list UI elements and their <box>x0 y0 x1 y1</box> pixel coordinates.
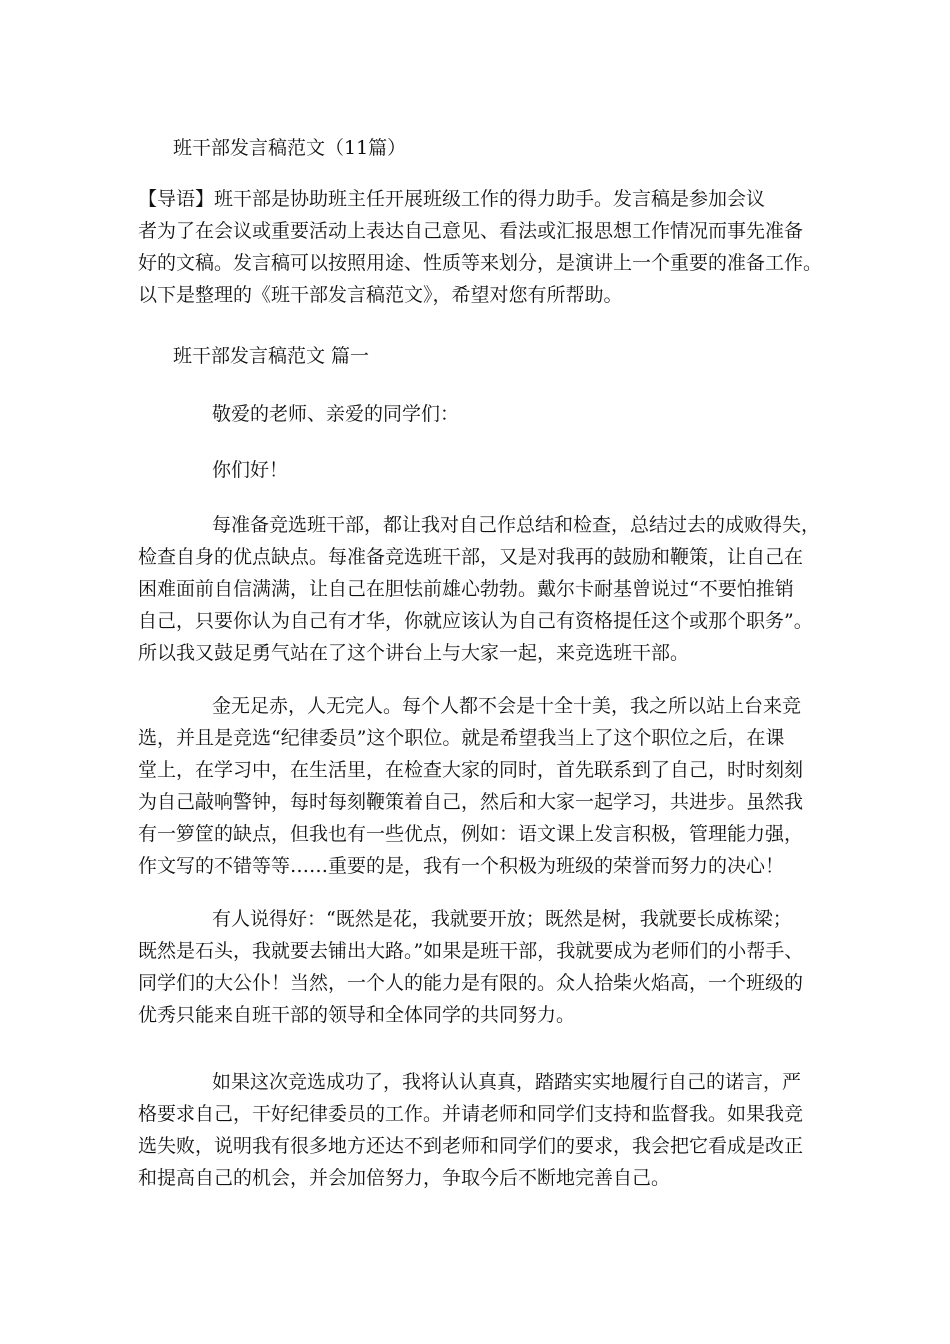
salutation: 敬爱的老师、亲爱的同学们： <box>212 403 460 425</box>
paragraph-line: 同学们的大公仆！当然，一个人的能力是有限的。众人拾柴火焰高，一个班级的 <box>138 972 804 994</box>
paragraph-line: 优秀只能来自班干部的领导和全体同学的共同努力。 <box>138 1004 576 1026</box>
paragraph-line: 为自己敲响警钟，每时每刻鞭策着自己，然后和大家一起学习，共进步。虽然我 <box>138 791 804 813</box>
paragraph-line: 和提高自己的机会，并会加倍努力，争取今后不断地完善自己。 <box>138 1167 671 1189</box>
paragraph-line: 既然是石头，我就要去铺出大路。”如果是班干部，我就要成为老师们的小帮手、 <box>138 940 804 962</box>
paragraph-line: 金无足赤，人无完人。每个人都不会是十全十美，我之所以站上台来竞 <box>212 695 802 717</box>
intro-line: 以下是整理的《班干部发言稿范文》，希望对您有所帮助。 <box>138 284 623 306</box>
intro-line: 【导语】班干部是协助班主任开展班级工作的得力助手。发言稿是参加会议 <box>138 188 766 210</box>
body-paragraph-3 <box>138 903 822 1031</box>
greeting: 你们好！ <box>212 459 289 481</box>
paragraph-line: 困难面前自信满满，让自己在胆怯前雄心勃勃。戴尔卡耐基曾说过“不要怕推销 <box>138 578 794 600</box>
intro-line: 者为了在会议或重要活动上表达自己意见、看法或汇报思想工作情况而事先准备 <box>138 220 804 242</box>
body-paragraph-4 <box>138 1066 822 1194</box>
intro-paragraph <box>138 183 822 311</box>
paragraph-line: 如果这次竞选成功了，我将认认真真，踏踏实实地履行自己的诺言，严 <box>212 1071 802 1093</box>
paragraph-line: 选失败，说明我有很多地方还达不到老师和同学们的要求，我会把它看成是改正 <box>138 1135 804 1157</box>
section-title: 班干部发言稿范文 篇一 <box>173 345 370 367</box>
paragraph-line: 自己，只要你认为自己有才华，你就应该认为自己有资格提任这个或那个职务”。 <box>138 610 813 632</box>
paragraph-line: 堂上，在学习中，在生活里，在检查大家的同时，首先联系到了自己，时时刻刻 <box>138 759 804 781</box>
document-title: 班干部发言稿范文（11篇） <box>173 137 407 159</box>
paragraph-line: 有人说得好：“既然是花，我就要开放；既然是树，我就要长成栋梁； <box>212 908 792 930</box>
paragraph-line: 格要求自己，干好纪律委员的工作。并请老师和同学们支持和监督我。如果我竞 <box>138 1103 804 1125</box>
body-paragraph-1 <box>138 509 822 669</box>
paragraph-line: 有一箩筐的缺点，但我也有一些优点，例如：语文课上发言积极，管理能力强， <box>138 823 804 845</box>
paragraph-line: 检查自身的优点缺点。每准备竞选班干部，又是对我再的鼓励和鞭策，让自己在 <box>138 546 804 568</box>
paragraph-line: 作文写的不错等等……重要的是，我有一个积极为班级的荣誉而努力的决心！ <box>138 855 785 877</box>
body-paragraph-2 <box>138 690 822 882</box>
paragraph-line: 选，并且是竞选“纪律委员”这个职位。就是希望我当上了这个职位之后，在课 <box>138 727 785 749</box>
intro-line: 好的文稿。发言稿可以按照用途、性质等来划分，是演讲上一个重要的准备工作。 <box>138 252 823 274</box>
paragraph-line: 所以我又鼓足勇气站在了这个讲台上与大家一起，来竞选班干部。 <box>138 642 690 664</box>
paragraph-line: 每准备竞选班干部，都让我对自己作总结和检查，总结过去的成败得失， <box>212 514 821 536</box>
